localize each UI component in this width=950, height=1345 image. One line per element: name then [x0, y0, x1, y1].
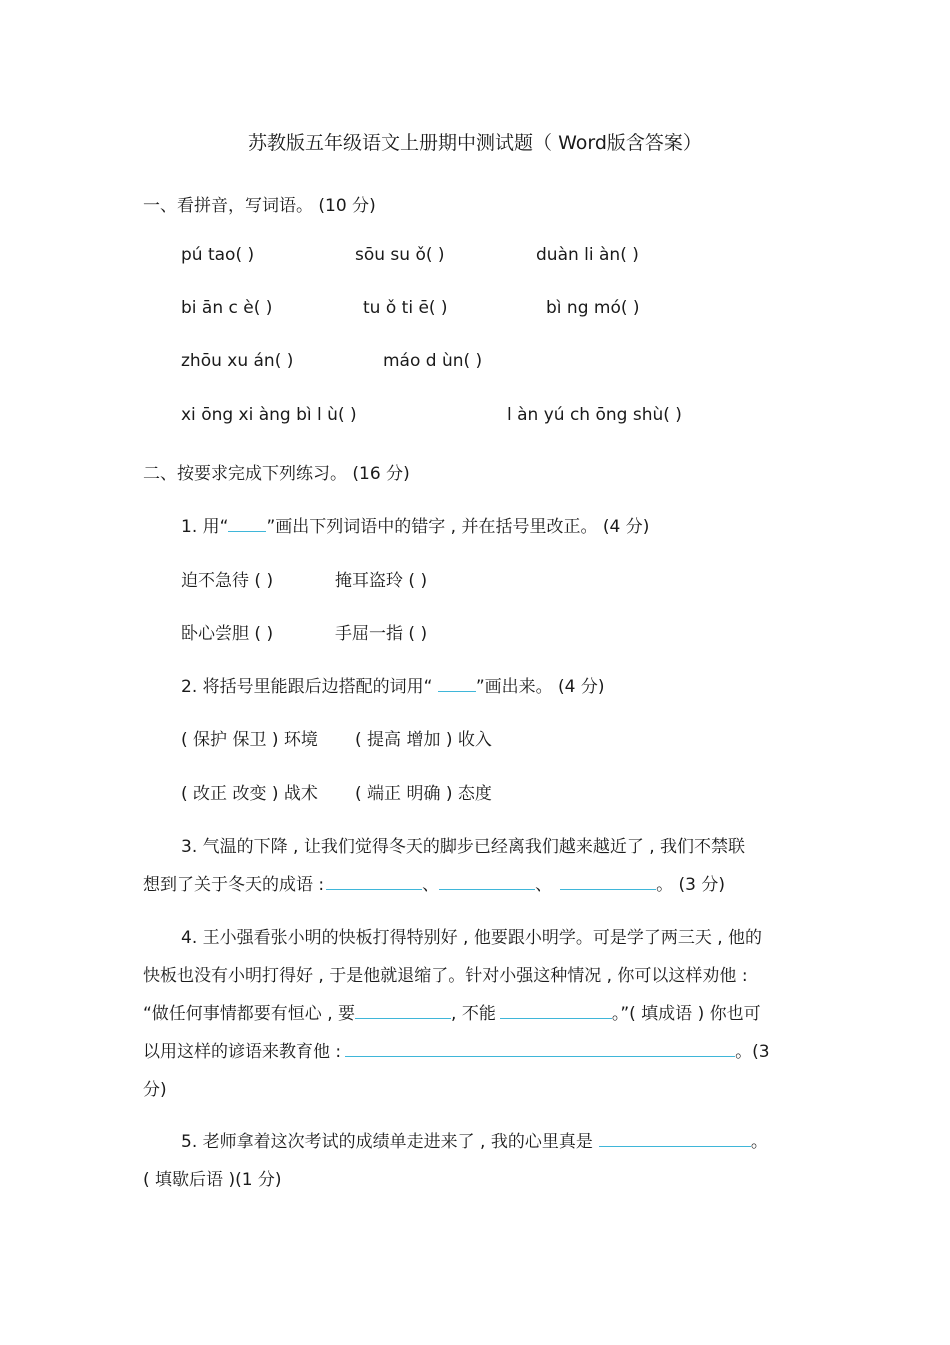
q4-line-2: 快板也没有小明打得好 , 于是他就退缩了。针对小强这种情况 , 你可以这样劝他 : — [143, 966, 748, 986]
q4-text: “做任何事情都要有恒心 , 要 — [143, 1004, 356, 1024]
q5-text: 。 — [750, 1132, 768, 1152]
page-title: 苏教版五年级语文上册期中测试题（ Word版含答案） — [248, 132, 702, 154]
word-choice: ( 提高 增加 ) 收入 — [355, 730, 492, 750]
q3-line-1: 3. 气温的下降 , 让我们觉得冬天的脚步已经离我们越来越近了 , 我们不禁联 — [181, 837, 746, 857]
idiom-item: 卧心尝胆 ( ) — [181, 624, 274, 644]
idiom-item: 手屈一指 ( ) — [335, 624, 428, 644]
section-2-heading: 二、按要求完成下列练习。 (16 分) — [143, 464, 410, 484]
q4-text: 。(3 — [735, 1042, 770, 1062]
answer-blank[interactable] — [500, 1002, 612, 1019]
q3-end: 。 (3 分) — [656, 875, 726, 895]
pinyin-item: bì ng mó( ) — [546, 298, 640, 318]
answer-blank[interactable] — [355, 1002, 451, 1019]
pinyin-item: tu ǒ ti ē( ) — [363, 298, 448, 318]
pinyin-item: pú tao( ) — [181, 245, 255, 265]
question-1 — [181, 512, 649, 537]
pinyin-item: sōu su ǒ( ) — [355, 245, 445, 265]
q4-line-3 — [143, 999, 761, 1024]
q1-suffix: ”画出下列词语中的错字 , 并在括号里改正。 (4 分) — [266, 517, 650, 537]
section-1-heading: 一、看拼音，写词语。 (10 分) — [143, 196, 376, 216]
q2-prefix: 2. 将括号里能跟后边搭配的词用“ — [181, 677, 438, 697]
q4-text: 以用这样的谚语来教育他 : — [143, 1042, 342, 1062]
answer-blank[interactable] — [439, 873, 535, 890]
word-choice: ( 保护 保卫 ) 环境 — [181, 730, 318, 750]
idiom-item: 迫不急待 ( ) — [181, 571, 274, 591]
answer-blank[interactable] — [599, 1130, 751, 1147]
q5-line-1 — [181, 1127, 768, 1152]
pinyin-item: máo d ùn( ) — [383, 351, 483, 371]
word-choice: ( 改正 改变 ) 战术 — [181, 784, 318, 804]
q4-line-5: 分) — [143, 1080, 167, 1100]
q4-line-4 — [143, 1037, 770, 1062]
separator: 、 — [422, 875, 440, 895]
q3-line-2 — [143, 870, 725, 895]
word-choice: ( 端正 明确 ) 态度 — [355, 784, 492, 804]
q4-text: 。”( 填成语 ) 你也可 — [611, 1004, 761, 1024]
idiom-item: 掩耳盗玲 ( ) — [335, 571, 428, 591]
question-2 — [181, 672, 605, 697]
separator: 、 — [535, 875, 553, 895]
answer-blank[interactable] — [560, 873, 656, 890]
underline-sample — [228, 515, 266, 532]
pinyin-item: l àn yú ch ōng shù( ) — [507, 405, 682, 425]
underline-sample — [438, 675, 476, 692]
answer-blank[interactable] — [326, 873, 422, 890]
pinyin-item: duàn li àn( ) — [536, 245, 639, 265]
answer-blank[interactable] — [345, 1040, 735, 1057]
q4-line-1: 4. 王小强看张小明的快板打得特别好 , 他要跟小明学。可是学了两三天 , 他的 — [181, 928, 763, 948]
q1-prefix: 1. 用“ — [181, 517, 229, 537]
q4-text: , 不能 — [451, 1004, 496, 1024]
q3-text: 想到了关于冬天的成语 : — [143, 875, 325, 895]
q5-text: 5. 老师拿着这次考试的成绩单走进来了 , 我的心里真是 — [181, 1132, 593, 1152]
q5-line-2: ( 填歇后语 )(1 分) — [143, 1170, 282, 1190]
pinyin-item: bi ān c è( ) — [181, 298, 273, 318]
pinyin-item: xi ōng xi àng bì l ù( ) — [181, 405, 357, 425]
q2-suffix: ”画出来。 (4 分) — [475, 677, 605, 697]
pinyin-item: zhōu xu án( ) — [181, 351, 294, 371]
